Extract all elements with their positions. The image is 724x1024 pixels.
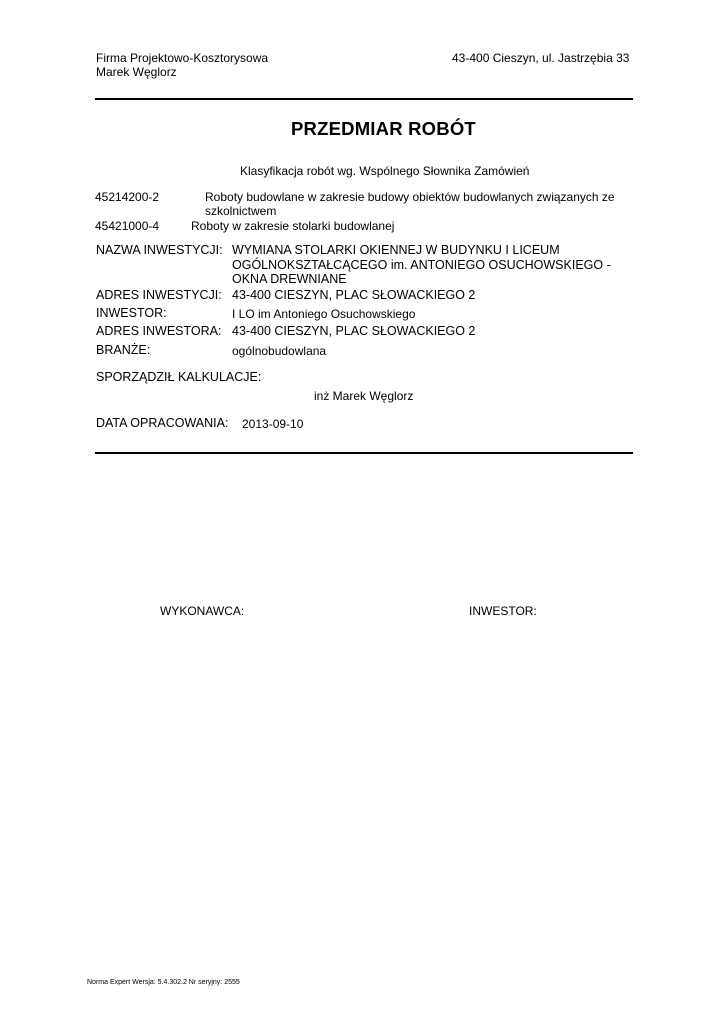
investment-name-line2: OGÓLNOKSZTAŁCĄCEGO im. ANTONIEGO OSUCHOWSKIEGO - [232,258,611,272]
contractor-signature-label: WYKONAWCA: [160,604,245,618]
investor-name: I LO im Antoniego Osuchowskiego [232,307,416,321]
calculation-author: inż Marek Węglorz [314,389,414,403]
cpv-code: 45421000-4 [95,219,160,233]
investor-signature-label: INWESTOR: [469,604,537,618]
branches-label: BRANŻE: [96,343,151,357]
preparation-date-label: DATA OPRACOWANIA: [96,416,229,430]
company-address: 43-400 Cieszyn, ul. Jastrzębia 33 [452,51,630,65]
investor-address: 43-400 CIESZYN, PLAC SŁOWACKIEGO 2 [232,324,476,338]
document-title: PRZEDMIAR ROBÓT [291,118,476,139]
calculation-author-label: SPORZĄDZIŁ KALKULACJE: [96,370,262,384]
cpv-description: Roboty budowlane w zakresie budowy obiektów budowlanych związanych ze [205,190,615,204]
investor-label: INWESTOR: [96,306,167,320]
investment-address-label: ADRES INWESTYCJI: [96,288,222,302]
header-divider [95,98,633,100]
company-owner: Marek Węglorz [96,65,177,79]
investor-address-label: ADRES INWESTORA: [96,324,222,338]
section-divider [95,452,633,454]
investment-name-line1: WYMIANA STOLARKI OKIENNEJ W BUDYNKU I LICEUM [232,243,560,257]
preparation-date: 2013-09-10 [242,417,304,431]
cpv-description: Roboty w zakresie stolarki budowlanej [191,219,395,233]
investment-name-label: NAZWA INWESTYCJI: [96,243,223,257]
company-name: Firma Projektowo-Kosztorysowa [96,51,269,65]
investment-address: 43-400 CIESZYN, PLAC SŁOWACKIEGO 2 [232,288,476,302]
cpv-description-cont: szkolnictwem [205,204,277,218]
cpv-code: 45214200-2 [95,190,160,204]
investment-name-line3: OKNA DREWNIANE [232,272,347,286]
branches-value: ogólnobudowlana [232,344,327,358]
classification-heading: Klasyfikacja robót wg. Wspólnego Słownika Zamówień [240,164,530,178]
software-footer: Norma Expert Wersja: 5.4.302.2 Nr seryjny: 2555 [87,979,240,986]
